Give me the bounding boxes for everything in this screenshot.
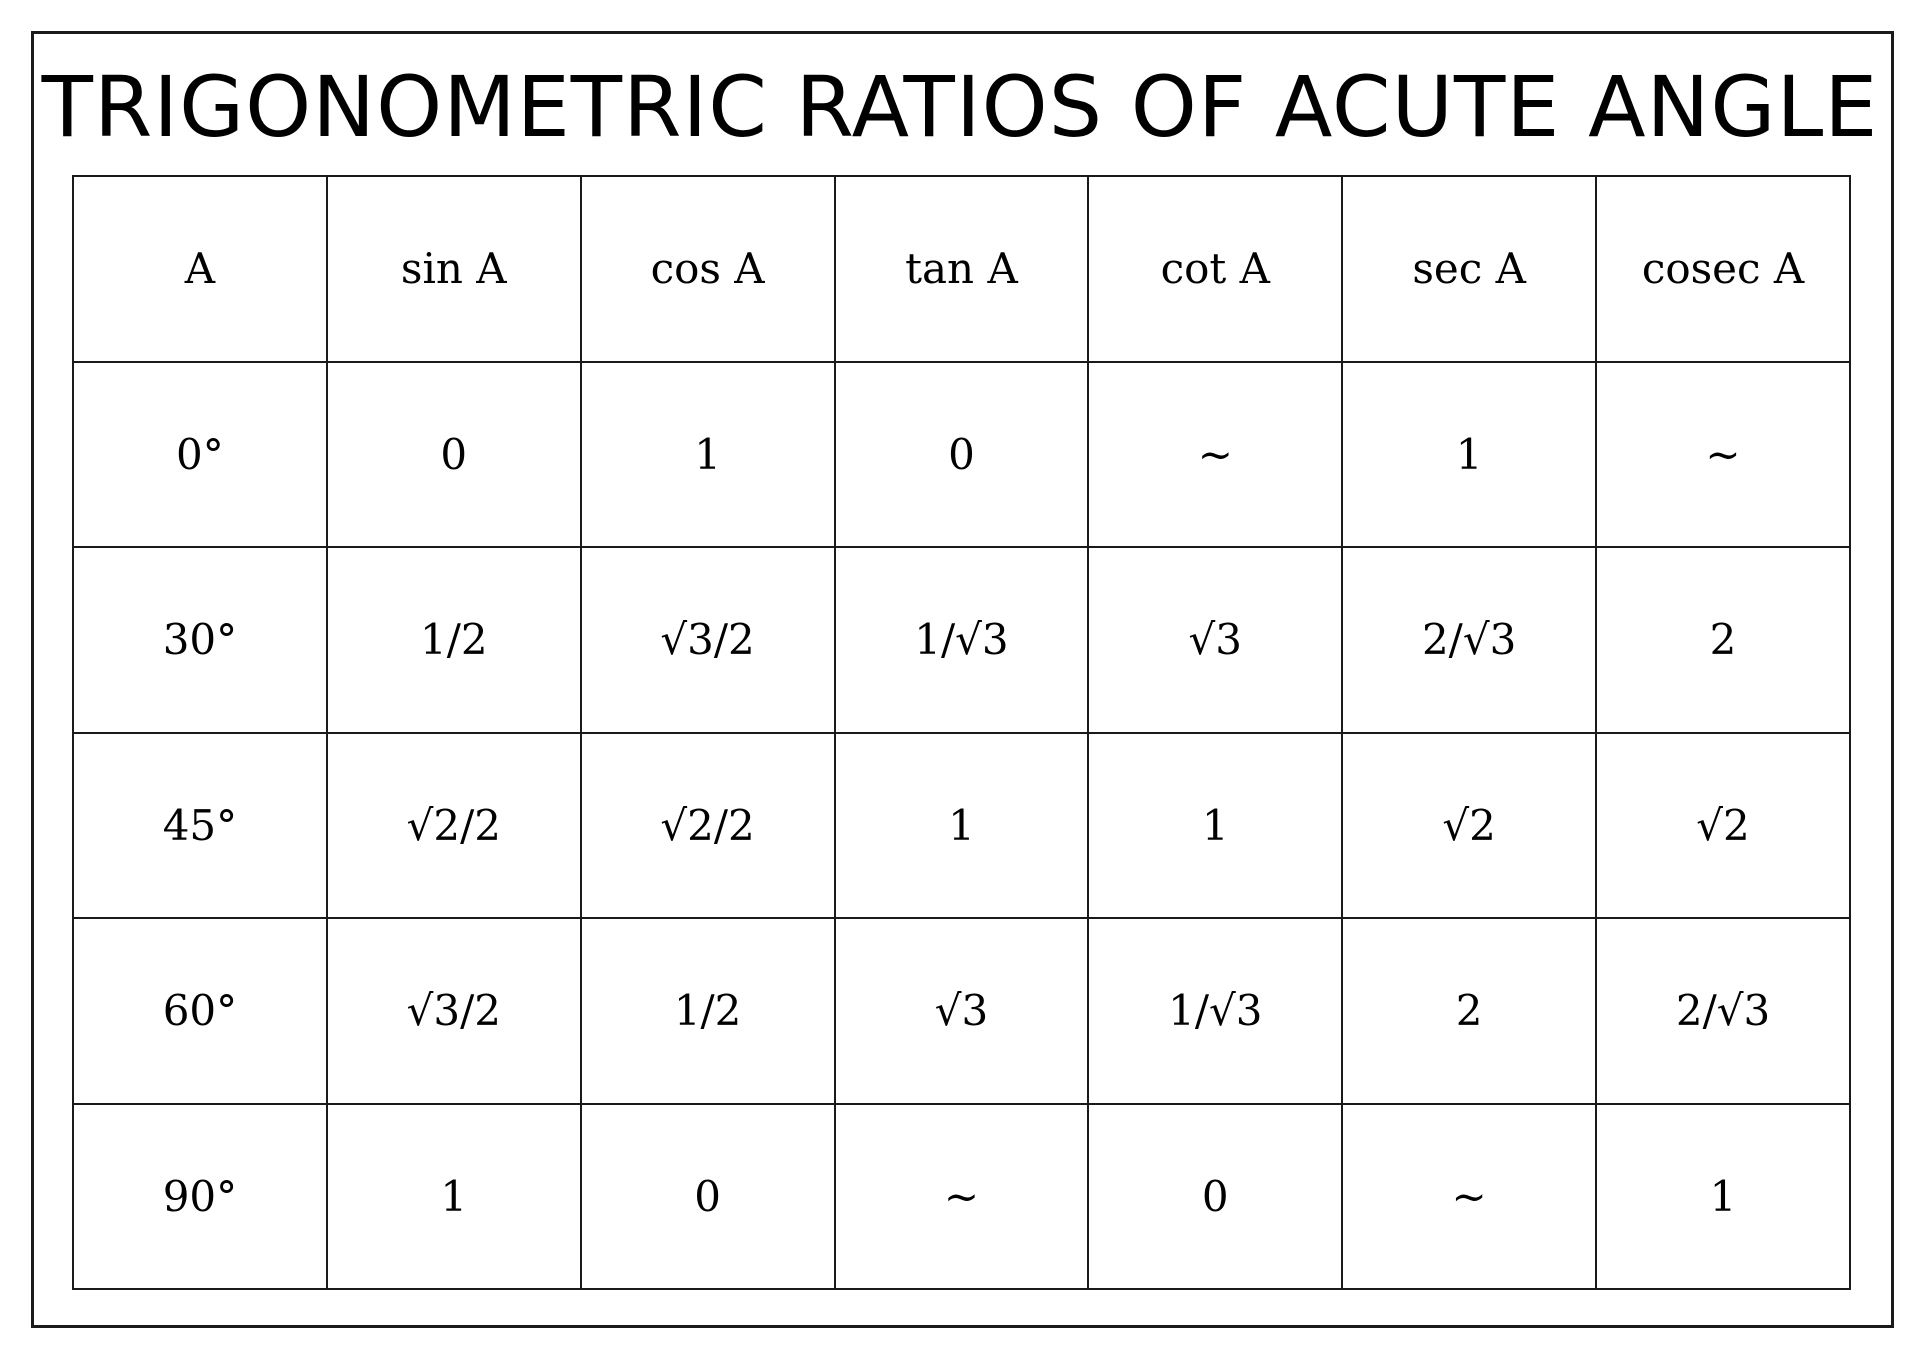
cell-angle: 60°	[73, 918, 327, 1104]
table-header-row	[73, 176, 1850, 362]
cell-sec: ~	[1342, 1104, 1596, 1290]
cell-angle: 90°	[73, 1104, 327, 1290]
cell-tan: 1	[835, 733, 1089, 919]
cell-angle: 0°	[73, 362, 327, 548]
header-cot: cot A	[1088, 176, 1342, 362]
cell-sec: 1	[1342, 362, 1596, 548]
cell-cos: √2/2	[581, 733, 835, 919]
cell-cosec: 2/√3	[1596, 918, 1850, 1104]
cell-tan: ~	[835, 1104, 1089, 1290]
cell-cos: √3/2	[581, 547, 835, 733]
cell-sec: √2	[1342, 733, 1596, 919]
cell-cot: 0	[1088, 1104, 1342, 1290]
cell-cot: ~	[1088, 362, 1342, 548]
cell-sin: √2/2	[327, 733, 581, 919]
cell-tan: 0	[835, 362, 1089, 548]
header-sin: sin A	[327, 176, 581, 362]
cell-tan: 1/√3	[835, 547, 1089, 733]
cell-cot: √3	[1088, 547, 1342, 733]
cell-tan: √3	[835, 918, 1089, 1104]
cell-cos: 1/2	[581, 918, 835, 1104]
table-row-30deg	[73, 547, 1850, 733]
cell-sin: 1	[327, 1104, 581, 1290]
cell-sin: 0	[327, 362, 581, 548]
cell-cot: 1	[1088, 733, 1342, 919]
page-title: TRIGONOMETRIC RATIOS OF ACUTE ANGLE	[41, 58, 1879, 156]
cell-angle: 45°	[73, 733, 327, 919]
cell-sec: 2	[1342, 918, 1596, 1104]
cell-cosec: ~	[1596, 362, 1850, 548]
cell-sec: 2/√3	[1342, 547, 1596, 733]
table-row-90deg	[73, 1104, 1850, 1290]
header-angle: A	[73, 176, 327, 362]
header-tan: tan A	[835, 176, 1089, 362]
table-row-0deg	[73, 362, 1850, 548]
table-row-60deg	[73, 918, 1850, 1104]
header-cos: cos A	[581, 176, 835, 362]
cell-cosec: √2	[1596, 733, 1850, 919]
cell-cosec: 2	[1596, 547, 1850, 733]
cell-cos: 0	[581, 1104, 835, 1290]
cell-cosec: 1	[1596, 1104, 1850, 1290]
header-cosec: cosec A	[1596, 176, 1850, 362]
cell-sin: √3/2	[327, 918, 581, 1104]
trig-ratios-table	[72, 175, 1851, 1290]
cell-cot: 1/√3	[1088, 918, 1342, 1104]
cell-angle: 30°	[73, 547, 327, 733]
table-row-45deg	[73, 733, 1850, 919]
cell-cos: 1	[581, 362, 835, 548]
header-sec: sec A	[1342, 176, 1596, 362]
cell-sin: 1/2	[327, 547, 581, 733]
